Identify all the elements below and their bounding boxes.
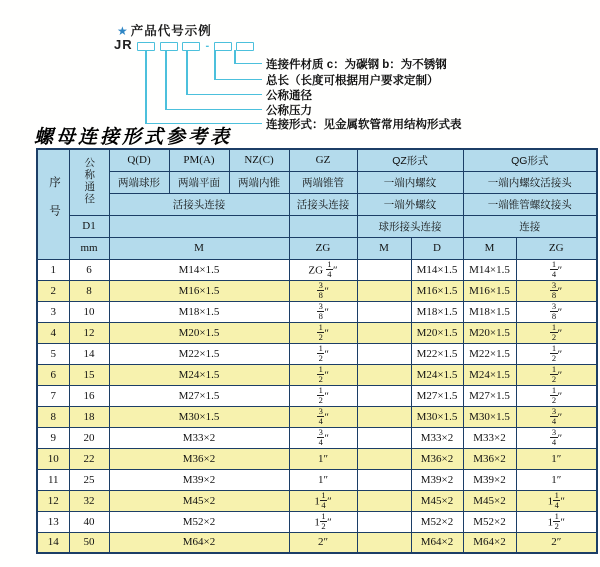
cell-qg-m: M52×2 bbox=[463, 511, 516, 532]
header-q-desc: 两端球形 bbox=[109, 171, 169, 193]
cell-qz-m bbox=[357, 322, 411, 343]
cell-gz: $\frac{1}{2}$ ″ bbox=[289, 364, 357, 385]
cell-qg-zg: $\frac{3}{4}$ ″ bbox=[516, 427, 597, 448]
cell-qz-d: M45×2 bbox=[411, 490, 463, 511]
cell-mm: 40 bbox=[69, 511, 109, 532]
cell-qg-zg: $\frac{1}{2}$ ″ bbox=[516, 343, 597, 364]
cell-qg-zg: 1 $\frac{1}{2}$ ″ bbox=[516, 511, 597, 532]
cell-qz-d: M22×1.5 bbox=[411, 343, 463, 364]
cell-qg-zg: $\frac{3}{8}$ ″ bbox=[516, 301, 597, 322]
header-zg: ZG bbox=[289, 237, 357, 259]
cell-mm: 8 bbox=[69, 280, 109, 301]
table-title: 螺母连接形式参考表 bbox=[34, 126, 233, 148]
cell-qz-m bbox=[357, 385, 411, 406]
cell-gz: 1″ bbox=[289, 469, 357, 490]
cell-qg-m: M45×2 bbox=[463, 490, 516, 511]
leader-line bbox=[186, 94, 262, 96]
cell-qg-m: M22×1.5 bbox=[463, 343, 516, 364]
header-gz-desc: 两端锥管 bbox=[289, 171, 357, 193]
cell-gz: $\frac{3}{4}$ ″ bbox=[289, 427, 357, 448]
cell-qz-d: M33×2 bbox=[411, 427, 463, 448]
cell-qg-m: M30×1.5 bbox=[463, 406, 516, 427]
cell-no: 13 bbox=[37, 511, 69, 532]
cell-qz-d: M24×1.5 bbox=[411, 364, 463, 385]
cell-qz-m bbox=[357, 343, 411, 364]
cell-qz-d: M52×2 bbox=[411, 511, 463, 532]
cell-qg-zg: $\frac{3}{4}$ ″ bbox=[516, 406, 597, 427]
header-tongjing: 公称通径 bbox=[69, 149, 109, 215]
cell-qg-m: M18×1.5 bbox=[463, 301, 516, 322]
code-box-4 bbox=[214, 42, 232, 51]
header-qz-d: D bbox=[411, 237, 463, 259]
table-row bbox=[37, 343, 597, 364]
cell-gz: $\frac{1}{2}$ ″ bbox=[289, 385, 357, 406]
cell-qg-zg: 2″ bbox=[516, 532, 597, 553]
cell-mm: 6 bbox=[69, 259, 109, 280]
header-qz-desc2: 一端外螺纹 bbox=[357, 193, 463, 215]
header-q: Q(D) bbox=[109, 149, 169, 171]
leader-line bbox=[145, 50, 147, 124]
cell-qz-d: M16×1.5 bbox=[411, 280, 463, 301]
cell-no: 9 bbox=[37, 427, 69, 448]
header-union-conn: 活接头连接 bbox=[109, 193, 289, 215]
cell-m: M27×1.5 bbox=[109, 385, 289, 406]
cell-qz-m bbox=[357, 532, 411, 553]
header-qz-desc1: 一端内螺纹 bbox=[357, 171, 463, 193]
cell-mm: 50 bbox=[69, 532, 109, 553]
cell-gz: $\frac{3}{8}$ ″ bbox=[289, 301, 357, 322]
code-dash: - bbox=[205, 40, 210, 52]
table-header bbox=[37, 149, 597, 259]
cell-mm: 32 bbox=[69, 490, 109, 511]
label-length: 总长（长度可根据用户要求定制） bbox=[266, 74, 439, 87]
header-qz-m: M bbox=[357, 237, 411, 259]
cell-no: 11 bbox=[37, 469, 69, 490]
cell-m: M52×2 bbox=[109, 511, 289, 532]
cell-qg-zg: $\frac{1}{2}$ ″ bbox=[516, 364, 597, 385]
cell-qg-m: M27×1.5 bbox=[463, 385, 516, 406]
table-row bbox=[37, 448, 597, 469]
table-row bbox=[37, 259, 597, 280]
nut-connection-table bbox=[36, 148, 598, 554]
cell-qg-zg: $\frac{1}{2}$ ″ bbox=[516, 322, 597, 343]
leader-line bbox=[186, 50, 188, 95]
cell-qg-zg: $\frac{1}{4}$ ″ bbox=[516, 259, 597, 280]
cell-qg-zg: $\frac{3}{8}$ ″ bbox=[516, 280, 597, 301]
header-qg-desc2: 一端锥管螺纹接头 bbox=[463, 193, 597, 215]
cell-m: M18×1.5 bbox=[109, 301, 289, 322]
header-gz-conn: 活接头连接 bbox=[289, 193, 357, 215]
cell-m: M22×1.5 bbox=[109, 343, 289, 364]
code-box-5 bbox=[236, 42, 254, 51]
cell-qz-d: M36×2 bbox=[411, 448, 463, 469]
cell-qz-m bbox=[357, 511, 411, 532]
header-d1: D1 bbox=[69, 215, 109, 237]
cell-m: M16×1.5 bbox=[109, 280, 289, 301]
leader-line bbox=[165, 109, 262, 111]
leader-line bbox=[165, 50, 167, 110]
table-row bbox=[37, 511, 597, 532]
table-row bbox=[37, 280, 597, 301]
header-qz-form: QZ形式 bbox=[357, 149, 463, 171]
header-mm: mm bbox=[69, 237, 109, 259]
cell-no: 14 bbox=[37, 532, 69, 553]
header-empty-union bbox=[109, 215, 289, 237]
cell-gz: $\frac{1}{2}$ ″ bbox=[289, 322, 357, 343]
code-box-3 bbox=[182, 42, 200, 51]
cell-qz-m bbox=[357, 448, 411, 469]
cell-qz-m bbox=[357, 259, 411, 280]
star-icon: ★ bbox=[117, 24, 129, 38]
cell-mm: 20 bbox=[69, 427, 109, 448]
table-row bbox=[37, 532, 597, 553]
cell-qg-m: M20×1.5 bbox=[463, 322, 516, 343]
cell-no: 1 bbox=[37, 259, 69, 280]
cell-mm: 15 bbox=[69, 364, 109, 385]
table-row bbox=[37, 406, 597, 427]
header-qg-conn: 连接 bbox=[463, 215, 597, 237]
cell-qz-d: M14×1.5 bbox=[411, 259, 463, 280]
table-row bbox=[37, 364, 597, 385]
leader-line bbox=[234, 63, 262, 65]
cell-m: M14×1.5 bbox=[109, 259, 289, 280]
cell-mm: 10 bbox=[69, 301, 109, 322]
cell-gz: $\frac{3}{8}$ ″ bbox=[289, 280, 357, 301]
cell-qz-d: M20×1.5 bbox=[411, 322, 463, 343]
label-form: 连接形式：见金属软管常用结构形式表 bbox=[266, 119, 462, 131]
cell-qg-m: M24×1.5 bbox=[463, 364, 516, 385]
cell-mm: 25 bbox=[69, 469, 109, 490]
cell-mm: 14 bbox=[69, 343, 109, 364]
header-empty-gz bbox=[289, 215, 357, 237]
leader-line bbox=[214, 50, 216, 80]
cell-qg-m: M64×2 bbox=[463, 532, 516, 553]
cell-gz: 1 $\frac{1}{4}$ ″ bbox=[289, 490, 357, 511]
cell-qg-m: M39×2 bbox=[463, 469, 516, 490]
header-qg-m: M bbox=[463, 237, 516, 259]
cell-qg-m: M16×1.5 bbox=[463, 280, 516, 301]
cell-qz-m bbox=[357, 364, 411, 385]
leader-line bbox=[214, 79, 262, 81]
code-prefix: JR bbox=[114, 37, 133, 52]
cell-qz-m bbox=[357, 406, 411, 427]
table-row bbox=[37, 322, 597, 343]
cell-no: 10 bbox=[37, 448, 69, 469]
cell-qg-m: M14×1.5 bbox=[463, 259, 516, 280]
cell-no: 4 bbox=[37, 322, 69, 343]
cell-qg-m: M33×2 bbox=[463, 427, 516, 448]
cell-gz: 1″ bbox=[289, 448, 357, 469]
table-row bbox=[37, 427, 597, 448]
cell-m: M39×2 bbox=[109, 469, 289, 490]
cell-m: M36×2 bbox=[109, 448, 289, 469]
header-pm-desc: 两端平面 bbox=[169, 171, 229, 193]
cell-gz: $\frac{3}{4}$ ″ bbox=[289, 406, 357, 427]
header-qg-desc1: 一端内螺纹活接头 bbox=[463, 171, 597, 193]
label-diameter: 公称通径 bbox=[266, 90, 312, 102]
diagram-title-text: 产品代号示例 bbox=[130, 24, 212, 38]
header-xuhao: 序号 bbox=[37, 149, 69, 259]
cell-no: 5 bbox=[37, 343, 69, 364]
header-pm: PM(A) bbox=[169, 149, 229, 171]
cell-qg-zg: 1 $\frac{1}{4}$ ″ bbox=[516, 490, 597, 511]
cell-qz-m bbox=[357, 469, 411, 490]
table-row bbox=[37, 469, 597, 490]
cell-qz-d: M18×1.5 bbox=[411, 301, 463, 322]
header-qz-conn: 球形接头连接 bbox=[357, 215, 463, 237]
header-m: M bbox=[109, 237, 289, 259]
header-gz: GZ bbox=[289, 149, 357, 171]
cell-gz: 1 $\frac{1}{2}$ ″ bbox=[289, 511, 357, 532]
table-row bbox=[37, 385, 597, 406]
cell-no: 6 bbox=[37, 364, 69, 385]
code-boxes bbox=[137, 42, 259, 51]
cell-qz-d: M27×1.5 bbox=[411, 385, 463, 406]
header-nz-desc: 两端内锥 bbox=[229, 171, 289, 193]
cell-mm: 18 bbox=[69, 406, 109, 427]
cell-qz-d: M39×2 bbox=[411, 469, 463, 490]
cell-m: M45×2 bbox=[109, 490, 289, 511]
cell-m: M33×2 bbox=[109, 427, 289, 448]
cell-gz: ZG $\frac{1}{4}$ ″ bbox=[289, 259, 357, 280]
header-qg-zg: ZG bbox=[516, 237, 597, 259]
cell-qz-m bbox=[357, 280, 411, 301]
cell-no: 12 bbox=[37, 490, 69, 511]
table-body bbox=[37, 259, 597, 553]
cell-mm: 12 bbox=[69, 322, 109, 343]
cell-m: M24×1.5 bbox=[109, 364, 289, 385]
cell-no: 2 bbox=[37, 280, 69, 301]
label-pressure: 公称压力 bbox=[266, 104, 312, 117]
cell-m: M20×1.5 bbox=[109, 322, 289, 343]
header-nz: NZ(C) bbox=[229, 149, 289, 171]
cell-gz: $\frac{1}{2}$ ″ bbox=[289, 343, 357, 364]
cell-qz-m bbox=[357, 301, 411, 322]
table-row bbox=[37, 490, 597, 511]
cell-mm: 16 bbox=[69, 385, 109, 406]
cell-mm: 22 bbox=[69, 448, 109, 469]
cell-qz-m bbox=[357, 427, 411, 448]
cell-qg-zg: $\frac{1}{2}$ ″ bbox=[516, 385, 597, 406]
header-qg-form: QG形式 bbox=[463, 149, 597, 171]
cell-m: M30×1.5 bbox=[109, 406, 289, 427]
cell-m: M64×2 bbox=[109, 532, 289, 553]
table-row bbox=[37, 301, 597, 322]
cell-qg-m: M36×2 bbox=[463, 448, 516, 469]
label-material: 连接件材质 c：为碳钢 b：为不锈钢 bbox=[266, 59, 447, 71]
cell-gz: 2″ bbox=[289, 532, 357, 553]
cell-qz-d: M30×1.5 bbox=[411, 406, 463, 427]
cell-qg-zg: 1″ bbox=[516, 469, 597, 490]
cell-qg-zg: 1″ bbox=[516, 448, 597, 469]
cell-qz-d: M64×2 bbox=[411, 532, 463, 553]
cell-no: 3 bbox=[37, 301, 69, 322]
cell-no: 8 bbox=[37, 406, 69, 427]
code-box-2 bbox=[160, 42, 178, 51]
cell-qz-m bbox=[357, 490, 411, 511]
cell-no: 7 bbox=[37, 385, 69, 406]
